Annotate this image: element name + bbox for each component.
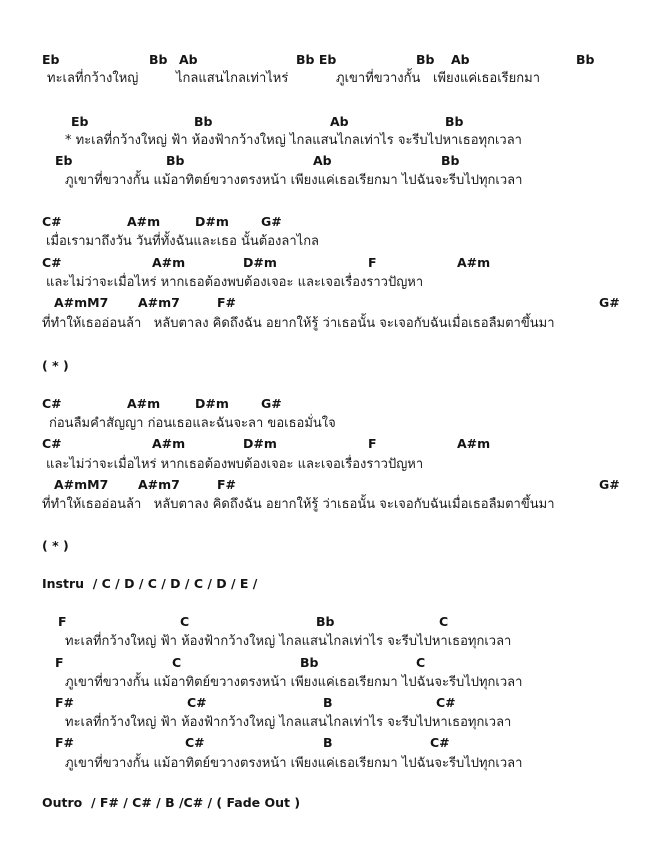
chord-label: C# [42, 436, 62, 451]
chord-label: B [323, 735, 333, 750]
chord-label: A#m [457, 255, 491, 270]
lyric-line: * ทะเลที่กว้างใหญ่ ฟ้า ห้องฟ้ากว้างใหญ่ ไกลแสนไกลเท่าไร จะรีบไปหาเธอทุกเวลา [65, 133, 522, 148]
lyric-line: เพียงแค่เธอเรียกมา [433, 71, 541, 86]
chord-label: Eb [42, 52, 60, 67]
chord-label: Ab [179, 52, 198, 67]
chord-label: C# [436, 695, 456, 710]
chord-label: A#m7 [138, 295, 180, 310]
repeat-marker: ( * ) [42, 538, 69, 553]
chord-label: A#m [127, 214, 161, 229]
chord-label: C [172, 655, 182, 670]
chord-label: G# [599, 477, 620, 492]
lyric-line: ทะเลที่กว้างใหญ่ ฟ้า ห้องฟ้ากว้างใหญ่ ไกลแสนไกลเท่าไร จะรีบไปหาเธอทุกเวลา [65, 715, 512, 730]
chord-label: Ab [451, 52, 470, 67]
lyric-line: ภูเขาที่ขวางกั้น แม้อาทิตย์ขวางตรงหน้า เพียงแค่เธอเรียกมา ไปฉันจะรีบไปทุกเวลา [65, 173, 523, 188]
chord-label: C [416, 655, 426, 670]
chord-label: A#mM7 [54, 477, 109, 492]
lyric-line: และไม่ว่าจะเมื่อไหร่ หากเธอต้องพบต้องเจอะ และเจอเรื่องราวปัญหา [46, 457, 424, 472]
chord-label: Bb [416, 52, 435, 67]
chord-label: F# [55, 735, 75, 750]
lyric-line: ภูเขาที่ขวางกั้น แม้อาทิตย์ขวางตรงหน้า เพียงแค่เธอเรียกมา ไปฉันจะรีบไปทุกเวลา [65, 756, 523, 771]
chord-label: C# [42, 214, 62, 229]
chord-label: A#m [457, 436, 491, 451]
chord-label: A#m7 [138, 477, 180, 492]
lyric-line: เมื่อเรามาถึงวัน วันที่ทั้งฉันและเธอ นั้นต้องลาไกล [46, 234, 320, 249]
chord-label: D#m [243, 436, 277, 451]
repeat-marker: ( * ) [42, 358, 69, 373]
chord-label: C [180, 614, 190, 629]
outro-line: Outro / F# / C# / B /C# / ( Fade Out ) [42, 795, 301, 810]
lyric-line: ทะเลที่กว้างใหญ่ [47, 71, 139, 86]
chord-label: Bb [445, 114, 464, 129]
chord-label: C# [187, 695, 207, 710]
chord-label: F# [55, 695, 75, 710]
chord-label: F# [217, 477, 237, 492]
lyric-line: ที่ทำให้เธออ่อนล้า หลับตาลง คิดถึงฉัน อยากให้รู้ ว่าเธอนั้น จะเจอกับฉันเมื่อเธอลืมตาขึ้นมา [42, 316, 555, 331]
chord-label: Eb [55, 153, 73, 168]
chord-label: C# [430, 735, 450, 750]
chord-label: A#m [152, 255, 186, 270]
chord-label: F [58, 614, 67, 629]
chord-label: A#m [152, 436, 186, 451]
chord-label: D#m [195, 396, 229, 411]
lyric-line: ที่ทำให้เธออ่อนล้า หลับตาลง คิดถึงฉัน อยากให้รู้ ว่าเธอนั้น จะเจอกับฉันเมื่อเธอลืมตาขึ้นมา [42, 497, 555, 512]
chord-label: C# [185, 735, 205, 750]
chord-label: D#m [243, 255, 277, 270]
chord-label: Bb [441, 153, 460, 168]
chord-label: Bb [166, 153, 185, 168]
lyric-line: ก่อนลืมคำสัญญา ก่อนเธอและฉันจะลา ขอเธอมั่นใจ [49, 416, 336, 431]
chord-label: F# [217, 295, 237, 310]
chord-label: Bb [316, 614, 335, 629]
chord-label: C# [42, 396, 62, 411]
chord-label: Bb [300, 655, 319, 670]
lyric-line: ทะเลที่กว้างใหญ่ ฟ้า ห้องฟ้ากว้างใหญ่ ไกลแสนไกลเท่าไร จะรีบไปหาเธอทุกเวลา [65, 634, 512, 649]
chord-label: Ab [330, 114, 349, 129]
lyric-line: ภูเขาที่ขวางกั้น [336, 71, 421, 86]
chord-label: C# [42, 255, 62, 270]
lyric-line: ไกลแสนไกลเท่าไหร่ [176, 71, 289, 86]
chord-label: A#m [127, 396, 161, 411]
chord-label: G# [261, 396, 282, 411]
chord-label: A#mM7 [54, 295, 109, 310]
chord-label: Ab [313, 153, 332, 168]
chord-label: F [368, 255, 377, 270]
lyric-line: และไม่ว่าจะเมื่อไหร่ หากเธอต้องพบต้องเจอะ และเจอเรื่องราวปัญหา [46, 275, 424, 290]
instrumental-line: Instru / C / D / C / D / C / D / E / [42, 576, 258, 591]
chord-label: D#m [195, 214, 229, 229]
chord-label: F [55, 655, 64, 670]
lyric-line: ภูเขาที่ขวางกั้น แม้อาทิตย์ขวางตรงหน้า เพียงแค่เธอเรียกมา ไปฉันจะรีบไปทุกเวลา [65, 675, 523, 690]
chord-label: F [368, 436, 377, 451]
chord-label: Bb [194, 114, 213, 129]
chord-label: G# [599, 295, 620, 310]
chord-label: Eb [71, 114, 89, 129]
chord-label: C [439, 614, 449, 629]
chord-label: Bb [149, 52, 168, 67]
chord-label: Bb Eb [296, 52, 337, 67]
chord-label: Bb [576, 52, 595, 67]
chord-label: G# [261, 214, 282, 229]
chord-label: B [323, 695, 333, 710]
